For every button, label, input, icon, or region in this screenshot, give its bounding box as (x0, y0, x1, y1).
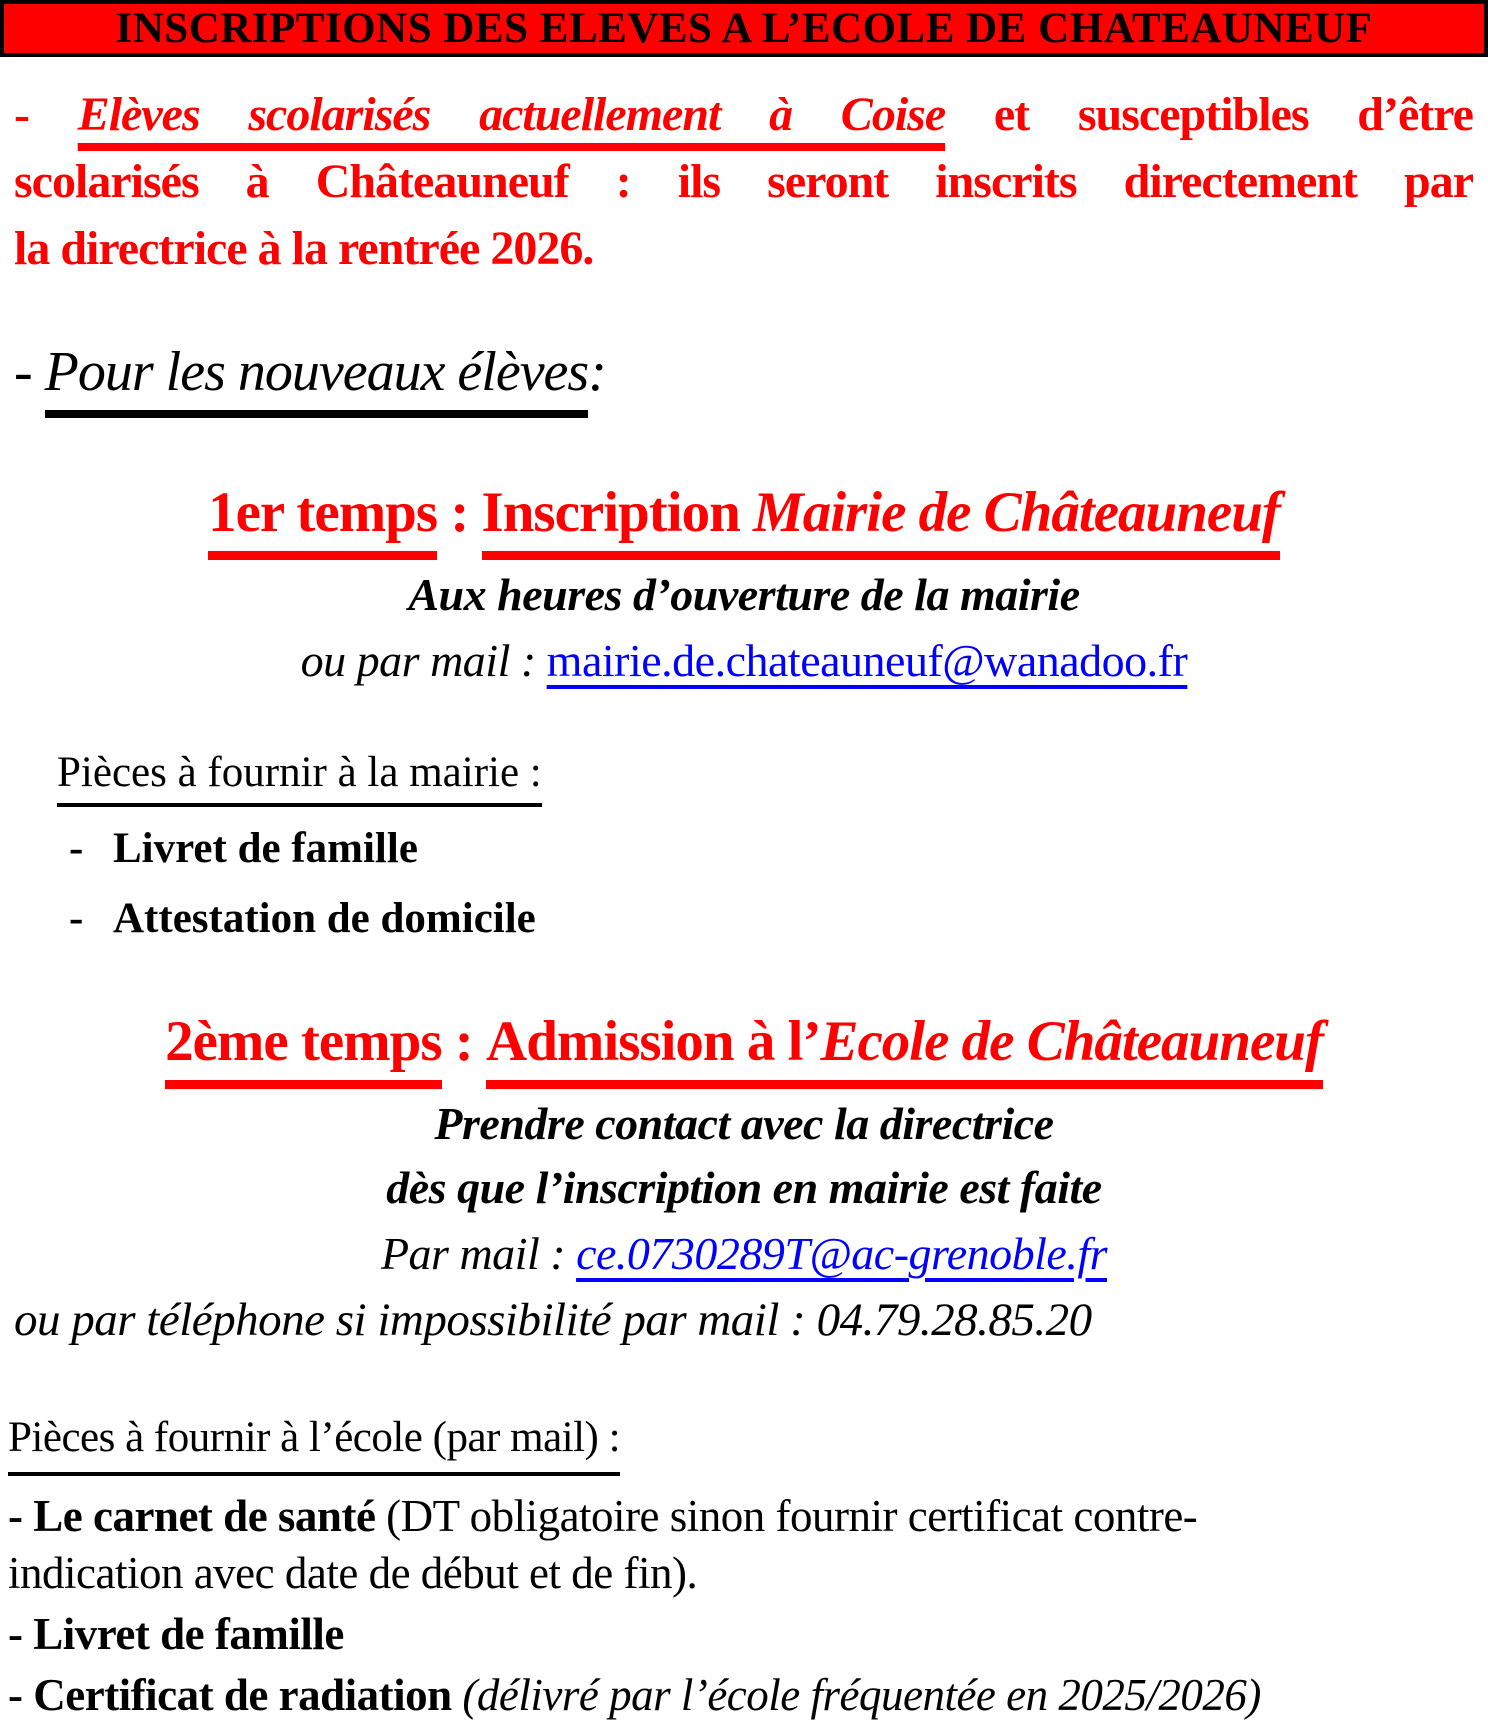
step2-number: 2ème temps (165, 1009, 441, 1089)
step1-title-upright: Inscription (481, 481, 754, 544)
intro-line-1 (14, 81, 1473, 148)
step1-number: 1er temps (208, 480, 437, 560)
list-item (8, 1488, 1480, 1602)
new-students-heading (14, 340, 1488, 418)
bullet-dash: - (8, 1670, 34, 1720)
school-documents-section (8, 1409, 1480, 1724)
school-docs-heading-text: Pièces à fournir à l’école (par mail) : (8, 1409, 620, 1476)
mairie-email-link[interactable]: mairie.de.chateauneuf@wanadoo.fr (546, 635, 1188, 686)
bullet-dash: - (69, 825, 84, 872)
intro-dash: - (14, 88, 78, 141)
intro-paragraph (14, 81, 1473, 282)
step1-title-italic: Mairie de Châteauneuf (753, 481, 1280, 544)
mairie-docs-heading (57, 748, 1488, 807)
list-item-detail: (DT obligatoire sinon fournir certificat contre- (375, 1491, 1198, 1541)
list-item-label-bold: Le carnet de santé (33, 1491, 376, 1541)
step1-separator: : (437, 481, 482, 544)
step2-heading (0, 1009, 1488, 1089)
step1-mail-label: ou par mail : (300, 635, 547, 686)
step2-title (486, 1009, 1323, 1089)
list-item (57, 821, 1488, 877)
step1-mail-line (0, 632, 1488, 690)
list-item-label: Attestation de domicile (113, 895, 536, 942)
step2-mail-line (0, 1225, 1488, 1283)
new-students-underlined: Pour les nouveaux élèves (45, 340, 589, 418)
step2-title-upright: Admission à l’ (486, 1010, 821, 1073)
step2-contact-line-1: Prendre contact avec la directrice (434, 1098, 1054, 1149)
list-item-label: Livret de famille (113, 825, 418, 872)
bullet-dash: - (8, 1491, 34, 1541)
new-students-colon: : (588, 341, 606, 403)
mairie-docs-heading-text: Pièces à fournir à la mairie : (57, 748, 542, 807)
step2-contact-line-2: dès que l’inscription en mairie est faite (386, 1162, 1102, 1213)
list-item-label-bold: Certificat de radiation (33, 1670, 452, 1720)
mairie-documents-section (57, 748, 1488, 947)
step2-separator: : (441, 1010, 487, 1073)
list-item (8, 1667, 1480, 1724)
document-title: INSCRIPTIONS DES ELEVES A L’ECOLE DE CHATEAUNEUF (115, 5, 1373, 52)
title-banner (0, 0, 1488, 57)
bullet-dash: - (8, 1609, 34, 1659)
list-item-detail-italic: (délivré par l’école fréquentée en 2025/2026) (451, 1670, 1261, 1720)
phone-line: ou par téléphone si impossibilité par mail : 04.79.28.85.20 (14, 1294, 1092, 1346)
list-item (57, 891, 1488, 947)
step1-heading (0, 480, 1488, 560)
list-item (8, 1606, 1480, 1663)
step2-title-italic: Ecole de Châteauneuf (820, 1010, 1323, 1073)
bullet-dash: - (69, 895, 84, 942)
school-email-link[interactable]: ce.0730289T@ac-grenoble.fr (576, 1228, 1108, 1279)
intro-line-3: la directrice à la rentrée 2026. (14, 222, 594, 275)
list-item-label-bold: Livret de famille (33, 1609, 344, 1659)
intro-line-1-rest: et susceptibles d’être (945, 88, 1473, 141)
step1-title (482, 480, 1280, 560)
new-students-dash: - (14, 341, 45, 403)
step1-subtitle: Aux heures d’ouverture de la mairie (408, 569, 1080, 620)
step2-mail-label: Par mail : (380, 1228, 577, 1279)
list-item-detail-line-2: indication avec date de début et de fin). (8, 1548, 698, 1598)
intro-line-2: scolarisés à Châteauneuf : ils seront inscrits directement par (14, 155, 1473, 208)
intro-underlined-phrase: Elèves scolarisés actuellement à Coise (77, 88, 946, 141)
school-docs-heading (8, 1409, 1480, 1476)
